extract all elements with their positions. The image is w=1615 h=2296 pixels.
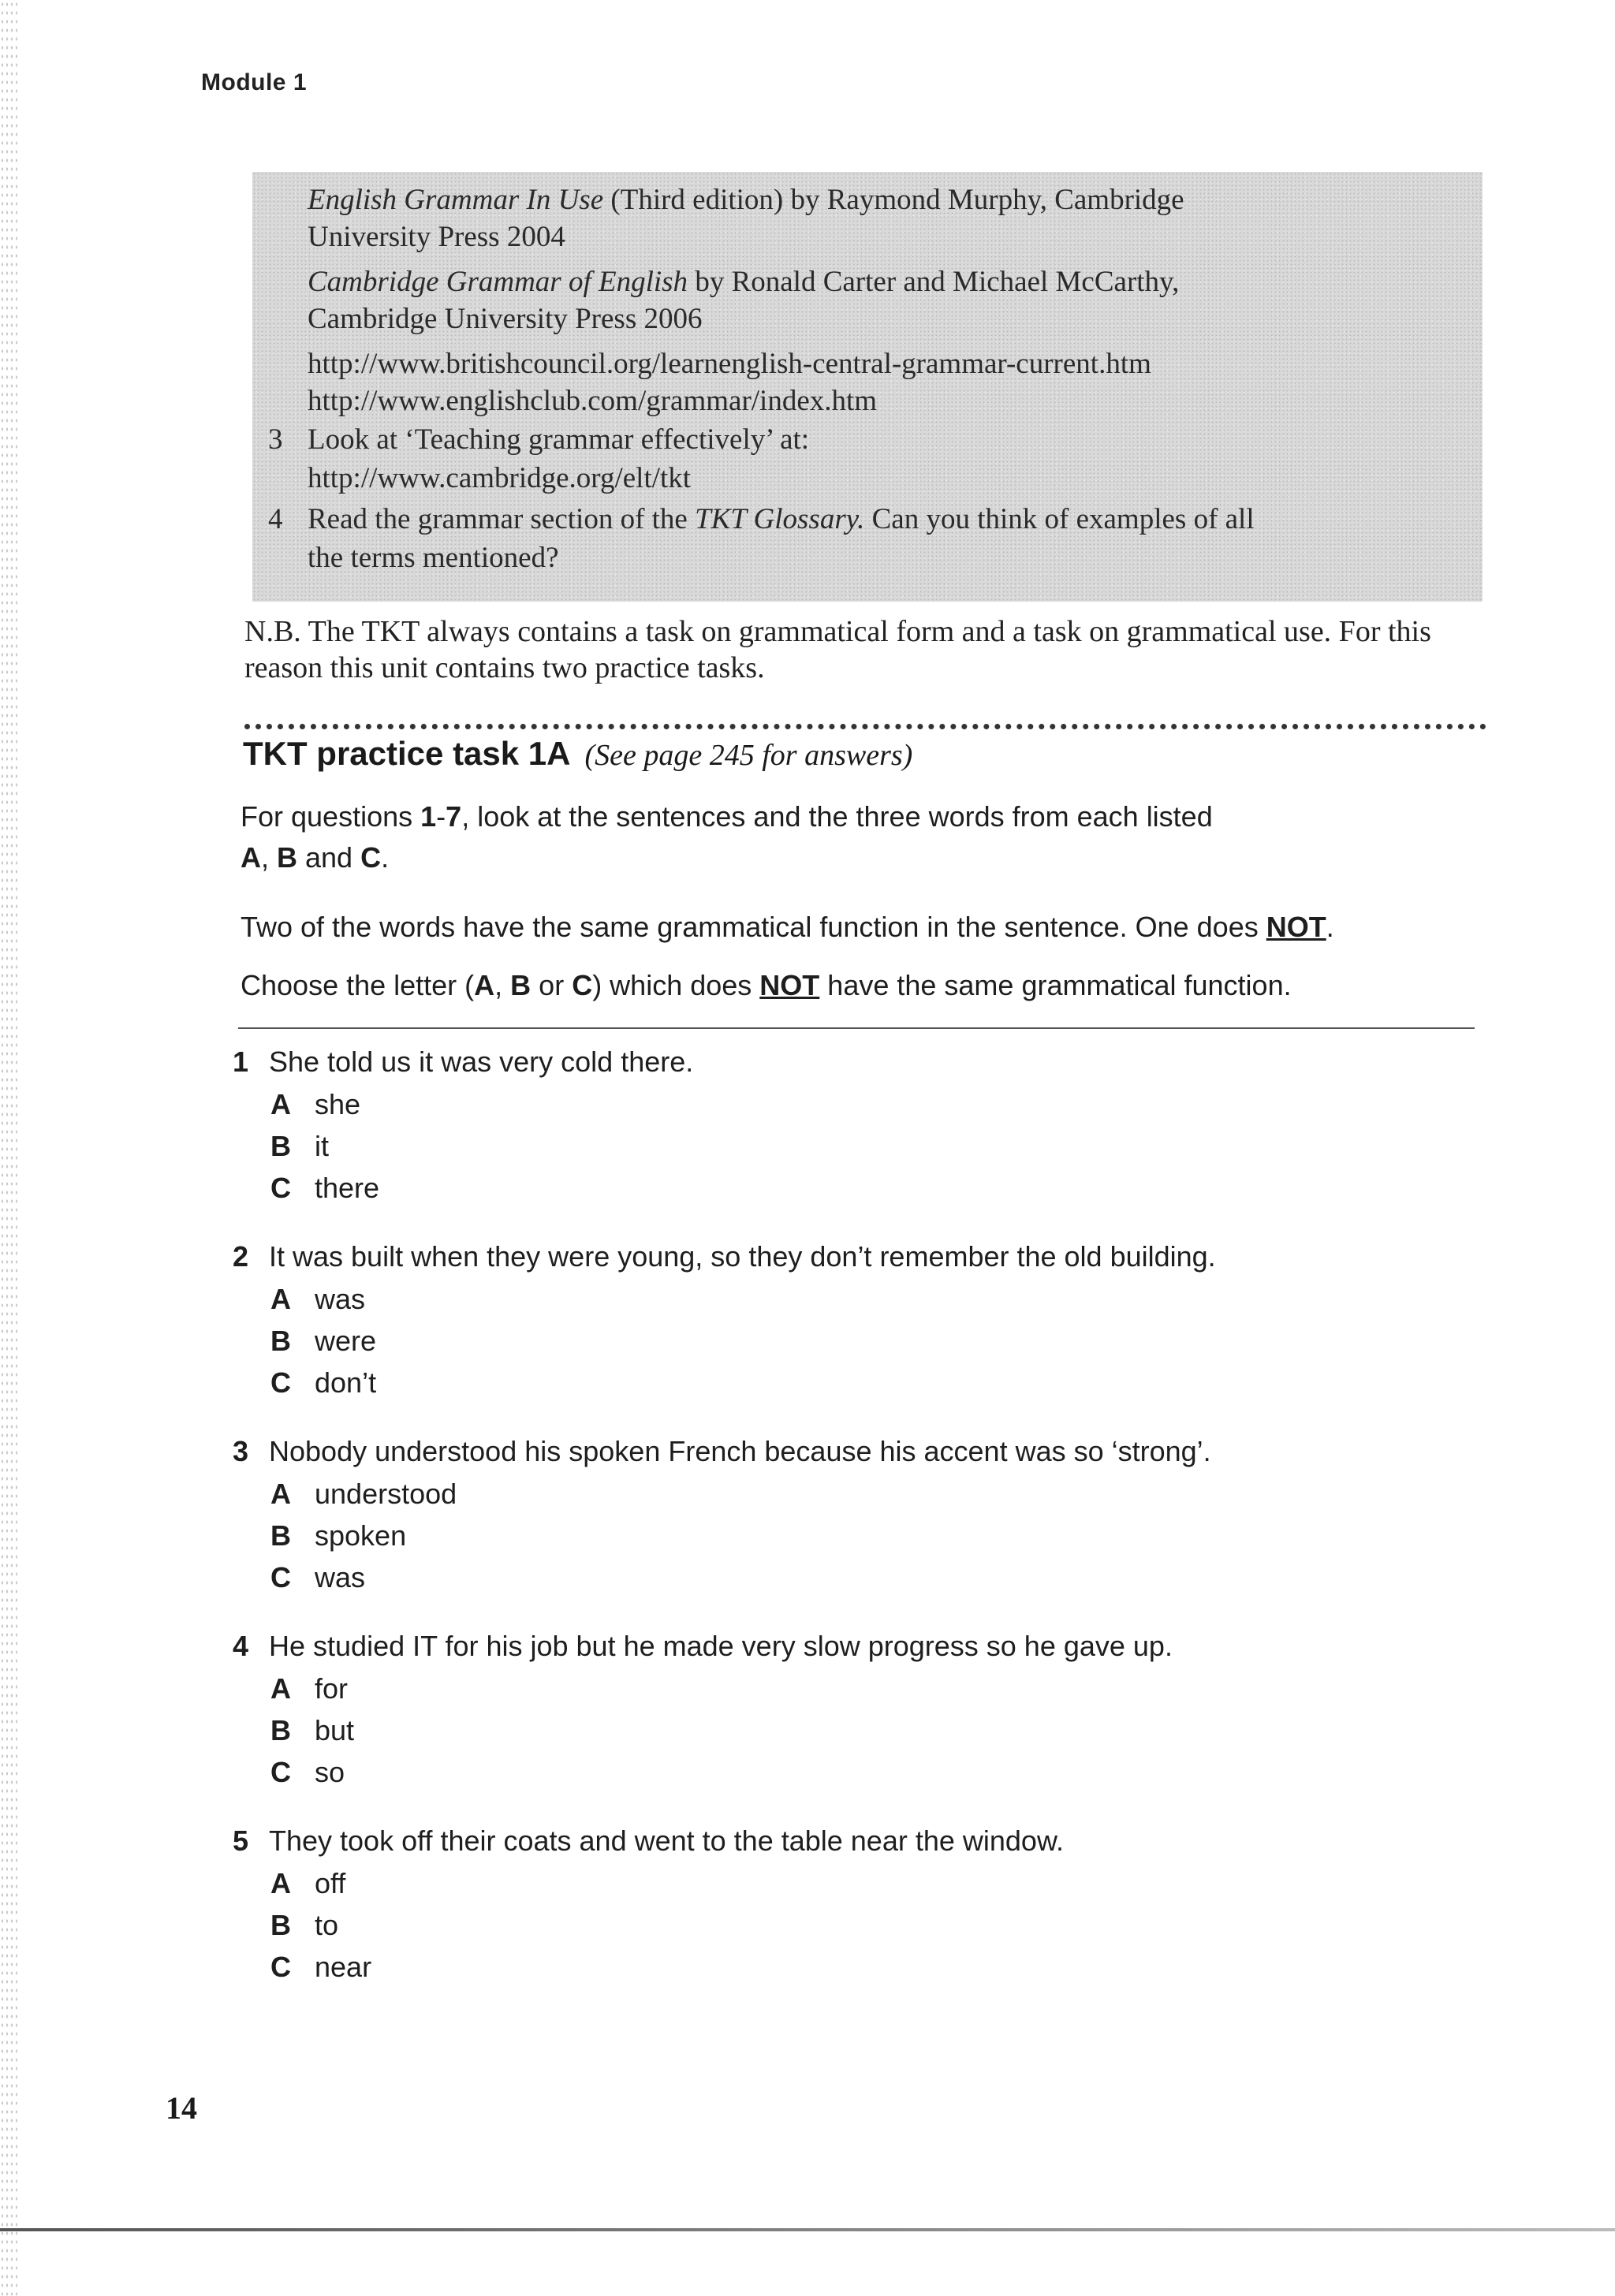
question-3	[233, 1430, 1211, 1598]
text-run: or	[531, 969, 573, 1001]
option-letter: C	[270, 1366, 291, 1399]
glossary-title: TKT Glossary.	[695, 503, 865, 535]
option-letter: A	[270, 1088, 291, 1120]
option-a	[233, 1278, 1216, 1320]
option-c	[233, 1946, 1064, 1988]
question-stem	[233, 1625, 1173, 1668]
option-a	[233, 1862, 1064, 1904]
resource-url: http://www.englishclub.com/grammar/index.htm	[308, 385, 878, 417]
book-title: English Grammar In Use	[308, 184, 604, 216]
question-number: 1	[233, 1046, 249, 1078]
text-run: C	[360, 841, 382, 874]
text-run: A	[474, 969, 495, 1001]
instructions-divider	[238, 1027, 1475, 1029]
book-title: Cambridge Grammar of English	[308, 266, 688, 298]
option-text: near	[315, 1951, 372, 1983]
option-text: don’t	[315, 1366, 377, 1399]
option-letter: C	[270, 1561, 291, 1593]
text-run: ,	[261, 841, 278, 874]
option-letter: B	[270, 1325, 291, 1357]
dotted-divider	[244, 724, 1486, 729]
option-letter: B	[270, 1519, 291, 1552]
text-run: Can you think of examples of all	[864, 503, 1255, 535]
option-b	[233, 1125, 693, 1167]
option-text: was	[315, 1561, 366, 1593]
option-letter: C	[270, 1172, 291, 1204]
question-text: She told us it was very cold there.	[269, 1046, 694, 1078]
text-run: .	[381, 841, 390, 874]
resource-url: http://www.cambridge.org/elt/tkt	[308, 462, 692, 494]
emphasis-not: NOT	[1266, 911, 1326, 943]
option-letter: C	[270, 1756, 291, 1788]
option-c	[233, 1167, 693, 1209]
text-run: ,	[494, 969, 511, 1001]
option-text: so	[315, 1756, 345, 1788]
question-text: It was built when they were young, so they don’t remember the old building.	[269, 1240, 1216, 1273]
option-text: understood	[315, 1478, 457, 1510]
resource-item-text	[308, 502, 1255, 536]
page-number: 14	[166, 2090, 197, 2126]
option-b	[233, 1515, 1211, 1556]
option-text: she	[315, 1088, 361, 1120]
option-text: was	[315, 1283, 366, 1315]
text-run: -	[436, 800, 446, 833]
resource-line	[308, 265, 1179, 299]
option-letter: A	[270, 1867, 291, 1899]
question-text: Nobody understood his spoken French because his accent was so ‘strong’.	[269, 1435, 1211, 1467]
question-4	[233, 1625, 1173, 1793]
text-run: Two of the words have the same grammatical function in the sentence. One does	[241, 911, 1266, 943]
resource-item-text: the terms mentioned?	[308, 542, 559, 574]
option-letter: A	[270, 1478, 291, 1510]
option-text: to	[315, 1909, 339, 1941]
task-title: TKT practice task 1A	[243, 735, 571, 772]
option-letter: A	[270, 1672, 291, 1705]
question-text: They took off their coats and went to the table near the window.	[269, 1824, 1064, 1857]
text-run: Choose the letter (	[241, 969, 475, 1001]
option-text: were	[315, 1325, 377, 1357]
option-letter: C	[270, 1951, 291, 1983]
question-5	[233, 1820, 1064, 1988]
instruction-3	[241, 965, 1502, 1006]
instruction-2	[241, 907, 1502, 948]
question-2	[233, 1236, 1216, 1403]
option-b	[233, 1904, 1064, 1946]
question-stem	[233, 1820, 1064, 1862]
resource-line: Cambridge University Press 2006	[308, 303, 703, 335]
resource-url: http://www.britishcouncil.org/learnenglish-central-grammar-current.htm	[308, 348, 1151, 380]
question-number: 3	[233, 1435, 249, 1467]
text-run: Read the grammar section of the	[308, 503, 696, 535]
question-text: He studied IT for his job but he made very slow progress so he gave up.	[269, 1630, 1173, 1662]
question-stem	[233, 1236, 1216, 1278]
question-1	[233, 1041, 693, 1209]
text-run: 7	[446, 800, 462, 833]
instruction-1	[241, 796, 1502, 878]
text-run: A	[241, 841, 261, 874]
question-number: 2	[233, 1240, 249, 1273]
option-text: spoken	[315, 1519, 407, 1552]
resource-item-number: 4	[268, 503, 283, 535]
text-run: B	[510, 969, 531, 1001]
option-c	[233, 1751, 1173, 1793]
option-text: off	[315, 1867, 346, 1899]
question-stem	[233, 1041, 693, 1083]
note-paragraph: N.B. The TKT always contains a task on grammatical form and a task on grammatical use. For this reason this unit contains two practice tasks.	[244, 615, 1431, 684]
resource-line: University Press 2004	[308, 221, 565, 253]
option-text: for	[315, 1672, 349, 1705]
running-head: Module 1	[201, 69, 308, 95]
option-letter: A	[270, 1283, 291, 1315]
question-number: 5	[233, 1824, 249, 1857]
book-details: by Ronald Carter and Michael McCarthy,	[688, 266, 1180, 298]
option-c	[233, 1362, 1216, 1403]
text-run: 1	[420, 800, 437, 833]
task-heading	[243, 735, 912, 773]
question-number: 4	[233, 1630, 249, 1662]
text-run: For questions	[241, 800, 421, 833]
option-letter: B	[270, 1909, 291, 1941]
emphasis-not: NOT	[759, 969, 820, 1001]
text-run: and	[297, 841, 361, 874]
question-stem	[233, 1430, 1211, 1473]
resource-item-number: 3	[268, 423, 283, 456]
option-a	[233, 1473, 1211, 1515]
text-run: , look at the sentences and the three words from each listed	[461, 800, 1213, 833]
option-b	[233, 1320, 1216, 1362]
option-a	[233, 1668, 1173, 1709]
resource-item-text: Look at ‘Teaching grammar effectively’ at:	[308, 423, 810, 456]
text-run: have the same grammatical function.	[819, 969, 1292, 1001]
text-run: ) which does	[592, 969, 760, 1001]
option-text: but	[315, 1714, 355, 1746]
text-run: .	[1326, 911, 1334, 943]
text-run: C	[572, 969, 593, 1001]
option-text: there	[315, 1172, 380, 1204]
resource-line	[308, 183, 1184, 217]
text-run: B	[277, 841, 298, 874]
option-letter: B	[270, 1130, 291, 1162]
option-text: it	[315, 1130, 329, 1162]
scan-edge-speckle	[0, 0, 17, 2296]
option-c	[233, 1556, 1211, 1598]
option-b	[233, 1709, 1173, 1751]
option-a	[233, 1083, 693, 1125]
answers-reference: (See page 245 for answers)	[584, 739, 913, 772]
option-letter: B	[270, 1714, 291, 1746]
book-details: (Third edition) by Raymond Murphy, Cambridge	[603, 184, 1184, 216]
scan-bottom-edge	[0, 2228, 1615, 2231]
